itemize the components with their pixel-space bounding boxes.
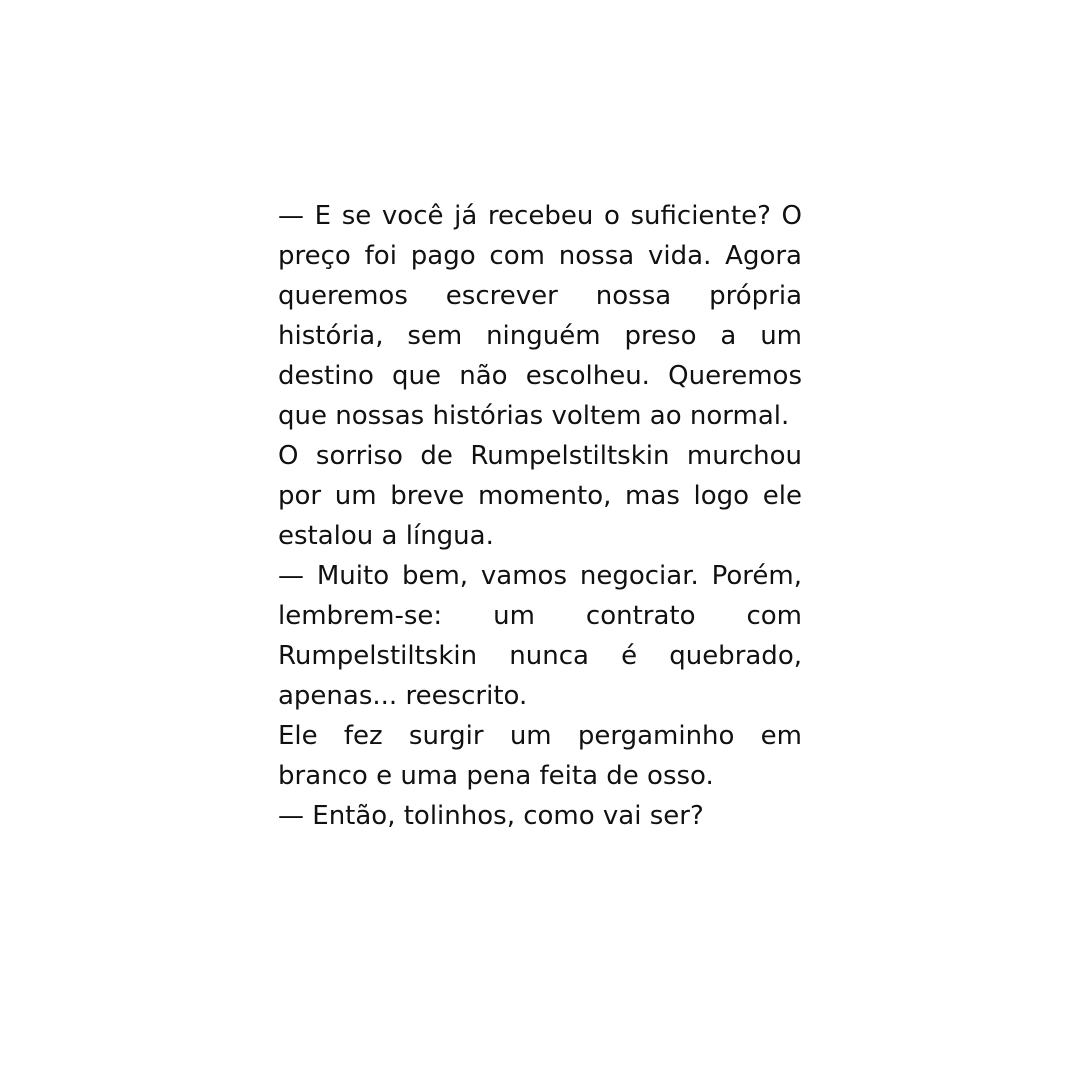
narration-paragraph: Ele fez surgir um pergaminho em branco e uma pena feita de osso.: [278, 721, 802, 791]
dialogue-paragraph: — E se você já recebeu o suficiente? O preço foi pago com nossa vida. Agora queremos escrever nossa própria história, sem ninguém preso a um destino que não escolheu. Queremos que nossas histórias voltem ao normal.: [278, 201, 802, 431]
story-text: [278, 196, 802, 836]
dialogue-paragraph: — Muito bem, vamos negociar. Porém, lembrem-se: um contrato com Rumpelstiltskin nunca é quebrado, apenas... reescrito.: [278, 561, 802, 711]
narration-paragraph: O sorriso de Rumpelstiltskin murchou por um breve momento, mas logo ele estalou a língua.: [278, 441, 802, 551]
dialogue-paragraph: — Então, tolinhos, como vai ser?: [278, 801, 704, 831]
